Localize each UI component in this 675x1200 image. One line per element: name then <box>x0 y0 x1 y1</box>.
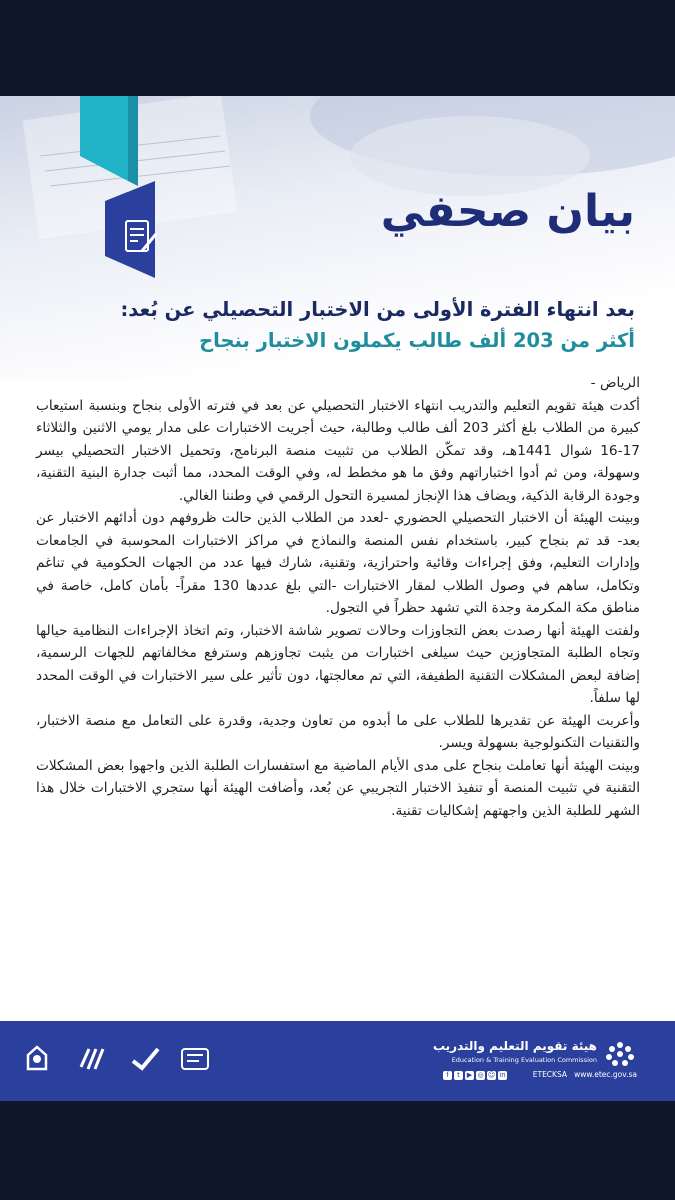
dateline: الرياض - <box>590 375 640 391</box>
page-title: بيان صحفي <box>380 186 635 237</box>
paragraph: وأعربت الهيئة عن تقديرها للطلاب على ما أبدوه من تعاون وجدية، وقدرة على التعامل مع منصة الاختبار، والتقنيات التكنولوجية بسهولة ويسر. <box>36 712 640 751</box>
facebook-icon[interactable]: f <box>443 1071 452 1080</box>
paragraph: أكدت هيئة تقويم التعليم والتدريب انتهاء الاختبار التحصيلي عن بعد في فترته الأولى بنجاح وبنسبة استيعاب كبيرة من الطلاب بلغ أكثر 203 ألف طالب وطالبة، حيث أجريت الاختبارات على مدار يومي الاثنين والثلاثاء 17-16 شوال 1441هـ، وقد تمكّن الطلاب من تثبيت منصة البرنامج، وتحميل الاختبار التحصيلي بيسر وسهولة، ومن ثم أدوا اختباراتهم وفق ما هو مخطط له، وفي الوقت المحدد، مما أثبت جدارة البنية التقنية، وجودة الرقابة الذكية، ويضاف هذا الإنجاز لمسيرة التحول الرقمي في وطننا الغالي. <box>36 397 640 504</box>
press-release-page <box>0 96 675 1101</box>
etec-logo-icon <box>603 1037 637 1071</box>
social-handle[interactable]: ETECKSA <box>532 1070 567 1079</box>
partner-logo-3 <box>128 1041 162 1075</box>
paragraph: وبينت الهيئة أنها تعاملت بنجاح على مدى الأيام الماضية مع استفسارات الطلبة الذين واجهوا بعض المشكلات التقنية في تثبيت المنصة أو تنفيذ الاختبار التجريبي عن بُعد، وأضافت الهيئة أنها ستجري الاختبارات خلال هذا الشهر للطلبة الذين واجهتهم إشكاليات تقنية. <box>36 757 640 819</box>
youtube-icon[interactable]: ▶ <box>466 1071 473 1079</box>
snapchat-icon[interactable]: ☺ <box>487 1071 496 1079</box>
instagram-icon[interactable]: ◎ <box>477 1071 484 1079</box>
subheadline: أكثر من 203 ألف طالب يكملون الاختبار بنجاح <box>199 329 635 352</box>
twitter-icon[interactable]: t <box>454 1071 463 1080</box>
org-name-ar: هيئة تقويم التعليم والتدريب <box>432 1039 597 1053</box>
partner-logo-4 <box>178 1041 212 1075</box>
org-name-en: Education & Training Evaluation Commission <box>451 1056 597 1064</box>
social-icons <box>443 1071 507 1080</box>
paragraph: وبينت الهيئة أن الاختبار التحصيلي الحضوري -لعدد من الطلاب الذين حالت ظروفهم دون أدائهم الاختبار عن بعد- قد تم بنجاح كبير، باستخدام نفس المنصة والنماذج في مراكز الاختبارات المحوسبة في الجامعات وإدارات التعليم، وفق إجراءات وقائية واحترازية، وتقنية، شارك فيها عدد من الجهات الحكومية في تناغم وتكامل، ساهم في وصول الطلاب لمقار الاختبارات -التي بلغ عددها 130 مقراً- بأمان كامل، خاصة في مناطق مكة المكرمة وجدة التي تشهد حظراً في التجول. <box>36 510 640 616</box>
headline: بعد انتهاء الفترة الأولى من الاختبار التحصيلي عن بُعد: <box>120 298 635 321</box>
website-link[interactable]: www.etec.gov.sa <box>574 1070 637 1079</box>
partner-logo-2 <box>75 1041 109 1075</box>
brand-graphic <box>80 96 240 286</box>
paragraph: ولفتت الهيئة أنها رصدت بعض التجاوزات وحالات تصوير شاشة الاختبار، وتم اتخاذ الإجراءات النظامية حيالها وتجاه الطلبة المتجاوزين حيث سيلغى اختبارات من يثبت تجاوزهم وسترفع مخالفاتهم للجهات الرسمية، إضافة لبعض المشكلات التقنية الطفيفة، التي تم معالجتها، دون تأثير على سير الاختبارات في الوقت المحدد لها سلفاً. <box>36 622 640 706</box>
footer-bar <box>0 1021 675 1101</box>
press-release-body <box>36 372 640 822</box>
document-pen-icon <box>120 216 160 260</box>
linkedin-icon[interactable]: in <box>499 1071 506 1079</box>
vision-2030-logo <box>20 1041 54 1075</box>
